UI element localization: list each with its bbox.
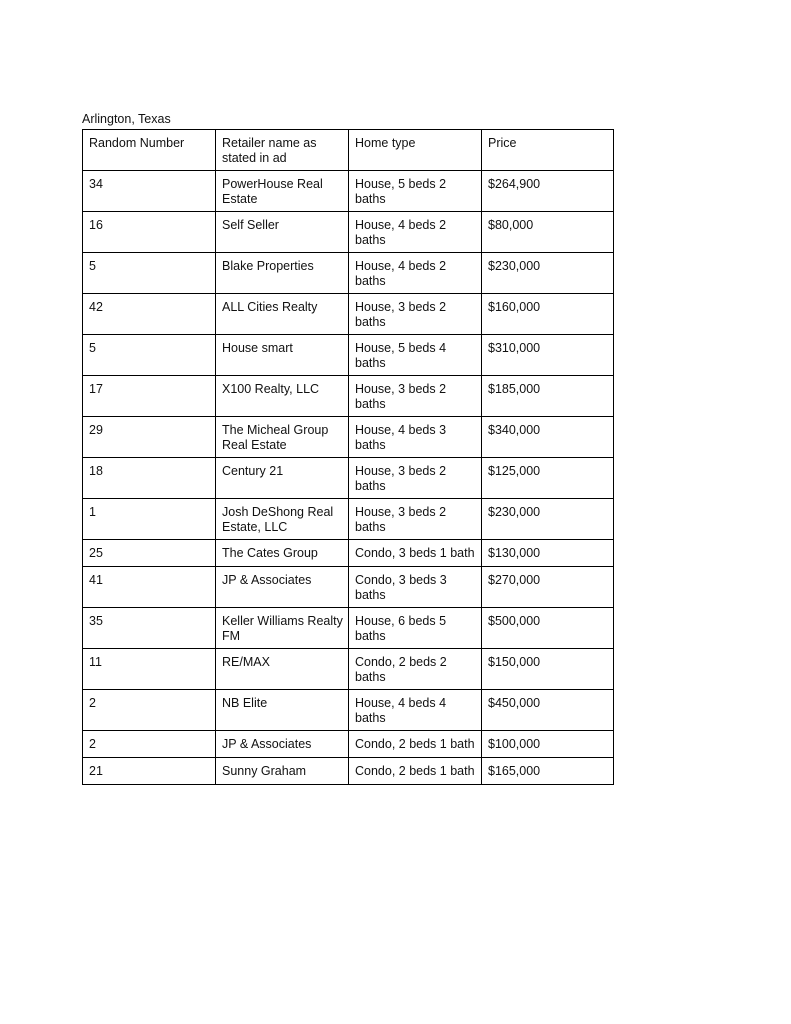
- cell-random-number: 1: [83, 499, 216, 540]
- cell-home-type: Condo, 3 beds 3 baths: [349, 567, 482, 608]
- table-row: [83, 376, 614, 417]
- cell-home-type: House, 3 beds 2 baths: [349, 376, 482, 417]
- cell-retailer-name: Self Seller: [216, 212, 349, 253]
- cell-random-number: 2: [83, 690, 216, 731]
- table-row: [83, 499, 614, 540]
- cell-random-number: 34: [83, 171, 216, 212]
- cell-retailer-name: The Micheal Group Real Estate: [216, 417, 349, 458]
- header-retailer-name: Retailer name as stated in ad: [216, 130, 349, 171]
- table-row: [83, 417, 614, 458]
- cell-price: $264,900: [482, 171, 614, 212]
- header-home-type: Home type: [349, 130, 482, 171]
- cell-retailer-name: JP & Associates: [216, 731, 349, 758]
- document-caption: Arlington, Texas: [82, 112, 171, 126]
- cell-home-type: House, 4 beds 2 baths: [349, 212, 482, 253]
- cell-retailer-name: RE/MAX: [216, 649, 349, 690]
- cell-price: $310,000: [482, 335, 614, 376]
- cell-home-type: House, 4 beds 4 baths: [349, 690, 482, 731]
- cell-home-type: House, 3 beds 2 baths: [349, 294, 482, 335]
- table-row: [83, 758, 614, 785]
- header-price: Price: [482, 130, 614, 171]
- table-row: [83, 212, 614, 253]
- cell-home-type: House, 5 beds 2 baths: [349, 171, 482, 212]
- cell-home-type: Condo, 2 beds 1 bath: [349, 731, 482, 758]
- table-row: [83, 649, 614, 690]
- table-row: [83, 335, 614, 376]
- cell-home-type: House, 4 beds 3 baths: [349, 417, 482, 458]
- table-row: [83, 567, 614, 608]
- cell-random-number: 18: [83, 458, 216, 499]
- cell-price: $270,000: [482, 567, 614, 608]
- table-header-row: [83, 130, 614, 171]
- cell-random-number: 11: [83, 649, 216, 690]
- cell-price: $125,000: [482, 458, 614, 499]
- cell-price: $150,000: [482, 649, 614, 690]
- cell-home-type: Condo, 2 beds 1 bath: [349, 758, 482, 785]
- cell-random-number: 25: [83, 540, 216, 567]
- cell-price: $500,000: [482, 608, 614, 649]
- table-row: [83, 294, 614, 335]
- cell-random-number: 16: [83, 212, 216, 253]
- cell-price: $340,000: [482, 417, 614, 458]
- cell-price: $185,000: [482, 376, 614, 417]
- cell-random-number: 35: [83, 608, 216, 649]
- cell-retailer-name: PowerHouse Real Estate: [216, 171, 349, 212]
- cell-random-number: 29: [83, 417, 216, 458]
- cell-random-number: 42: [83, 294, 216, 335]
- table-row: [83, 690, 614, 731]
- cell-price: $160,000: [482, 294, 614, 335]
- cell-price: $130,000: [482, 540, 614, 567]
- cell-price: $80,000: [482, 212, 614, 253]
- cell-random-number: 5: [83, 253, 216, 294]
- cell-retailer-name: Josh DeShong Real Estate, LLC: [216, 499, 349, 540]
- cell-retailer-name: Blake Properties: [216, 253, 349, 294]
- table-row: [83, 171, 614, 212]
- cell-home-type: Condo, 3 beds 1 bath: [349, 540, 482, 567]
- table-row: [83, 731, 614, 758]
- cell-random-number: 5: [83, 335, 216, 376]
- cell-home-type: Condo, 2 beds 2 baths: [349, 649, 482, 690]
- cell-retailer-name: ALL Cities Realty: [216, 294, 349, 335]
- cell-retailer-name: Keller Williams Realty FM: [216, 608, 349, 649]
- cell-price: $165,000: [482, 758, 614, 785]
- table-row: [83, 253, 614, 294]
- cell-retailer-name: Sunny Graham: [216, 758, 349, 785]
- cell-home-type: House, 5 beds 4 baths: [349, 335, 482, 376]
- cell-random-number: 41: [83, 567, 216, 608]
- cell-random-number: 21: [83, 758, 216, 785]
- table-row: [83, 458, 614, 499]
- cell-retailer-name: JP & Associates: [216, 567, 349, 608]
- cell-price: $450,000: [482, 690, 614, 731]
- cell-price: $100,000: [482, 731, 614, 758]
- table-row: [83, 540, 614, 567]
- cell-home-type: House, 3 beds 2 baths: [349, 458, 482, 499]
- cell-home-type: House, 3 beds 2 baths: [349, 499, 482, 540]
- table-row: [83, 608, 614, 649]
- header-random-number: Random Number: [83, 130, 216, 171]
- cell-retailer-name: House smart: [216, 335, 349, 376]
- cell-price: $230,000: [482, 499, 614, 540]
- cell-price: $230,000: [482, 253, 614, 294]
- cell-random-number: 17: [83, 376, 216, 417]
- cell-retailer-name: The Cates Group: [216, 540, 349, 567]
- cell-random-number: 2: [83, 731, 216, 758]
- cell-retailer-name: Century 21: [216, 458, 349, 499]
- cell-home-type: House, 4 beds 2 baths: [349, 253, 482, 294]
- cell-retailer-name: X100 Realty, LLC: [216, 376, 349, 417]
- cell-retailer-name: NB Elite: [216, 690, 349, 731]
- cell-home-type: House, 6 beds 5 baths: [349, 608, 482, 649]
- home-listings-table: [82, 129, 614, 785]
